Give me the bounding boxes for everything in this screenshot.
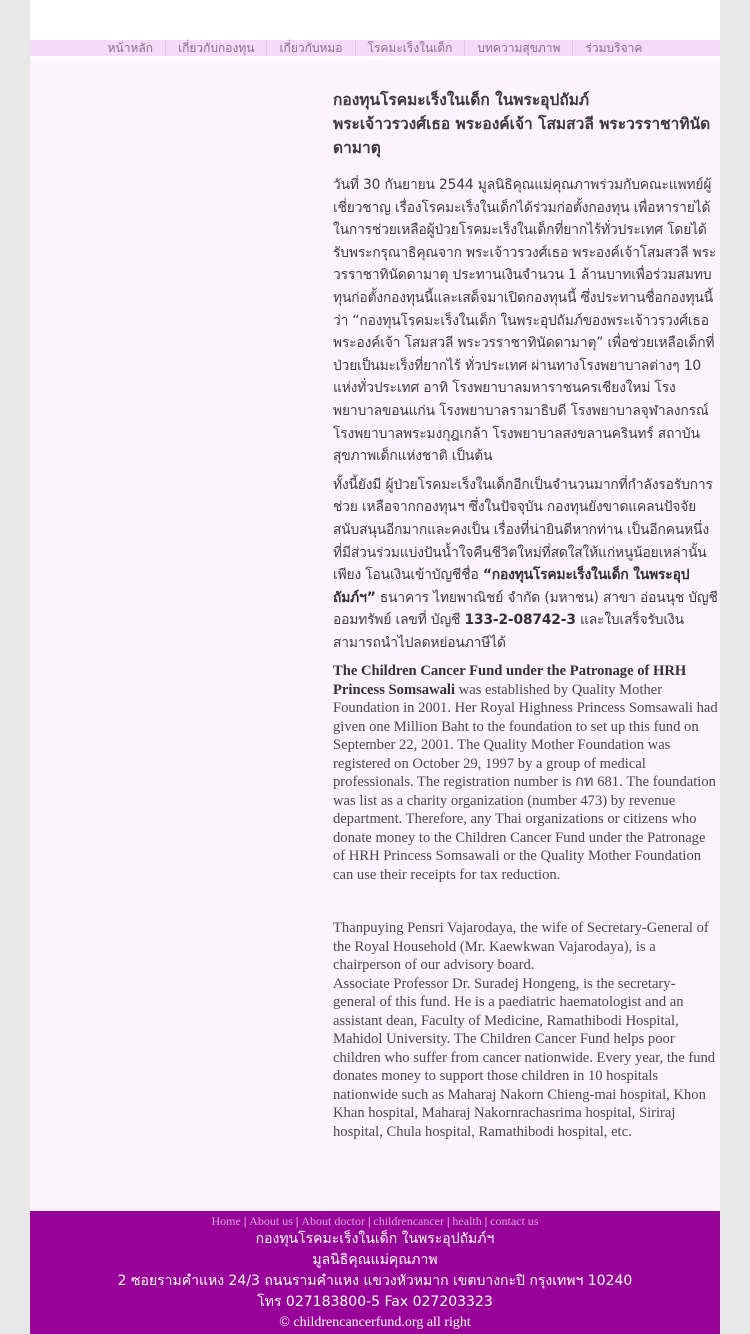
footer-separator: | (484, 1214, 488, 1228)
footer-separator: | (447, 1214, 450, 1228)
footer-fund-name: กองทุนโรคมะเร็งในเด็ก ในพระอุปถัมภ์ฯ (255, 1231, 495, 1247)
donation-text-b: ธนาคาร ไทยพาณิชย์ จำกัด (มหาชน) สาขา อ่อนนุช บัญชีออมทรัพย์ เลขที่ บัญชี (333, 589, 718, 629)
top-navigation (30, 40, 720, 56)
footer-foundation-name: มูลนิธิคุณแม่คุณภาพ (312, 1252, 438, 1268)
footer-link-about-doctor[interactable]: About doctor (301, 1214, 365, 1228)
footer-separator: | (243, 1214, 247, 1228)
donation-text-a: ทั้งนี้ยังมี ผู้ป่วยโรคมะเร็งในเด็กอีกเป็นจำนวนมากที่กำลังรอรับการช่วย เหลือจากกองทุนฯ ซึ่งในปัจจุบัน กองทุนยังขาดแคลนปัจจัยสนับสนุนอีกมากและคงเป็น เรื่องที่น่ายินดีหากท่าน เป็นอีกคนหนึ่ง ที่มีส่วนร่วมแบ่งปันน้ำใจคืนชีวิตใหม่ที่สดใสให้แก่หนูน้อยเหล่านั้น เพียง โอนเงินเข้าบัญชีชื่อ (333, 476, 713, 584)
footer-separator: | (295, 1214, 299, 1228)
english-paragraph-chairperson: Thanpuying Pensri Vajarodaya, the wife of Secretary-General of the Royal Household (Mr. Kaewkwan Vajarodaya), is a chairperson of our advisory board. (333, 920, 709, 974)
nav-item-about-fund[interactable]: เกี่ยวกับกองทุน (166, 40, 267, 56)
footer-separator: | (367, 1214, 371, 1228)
header-strip (30, 0, 720, 40)
nav-item-childhood-cancer[interactable]: โรคมะเร็งในเด็ก (356, 40, 466, 56)
footer-link-contact-us[interactable]: contact us (490, 1214, 539, 1228)
thai-paragraph-donation (333, 474, 718, 655)
footer-links (30, 1211, 720, 1229)
footer-link-about-us[interactable]: About us (249, 1214, 293, 1228)
footer-link-health[interactable]: health (452, 1214, 482, 1228)
english-paragraph-secretary: Associate Professor Dr. Suradej Hongeng, is the secretary-general of this fund. He is a paediatric haematologist and an assistant dean, Faculty of Medicine, Ramathibodi Hospital, Mahidol University. The Children Cancer Fund helps poor children who suffer from cancer nationwide. Every year, the fund donates money to support those children in 10 hospitals nationwide such as Maharaj Nakorn Chieng-mai hospital, Khon Khan hospital, Maharaj Nakornrachasrima hospital, Siriraj hospital, Chula hospital, Ramathibodi hospital, etc. (333, 975, 716, 1140)
account-number: 133-2-08742-3 (464, 612, 576, 629)
spacer (333, 884, 718, 911)
page-title (333, 88, 718, 160)
thai-paragraph-history: วันที่ 30 กันยายน 2544 มูลนิธิคุณแม่คุณภาพร่วมกับคณะแพทย์ผู้เชี่ยวชาญ เรื่องโรคมะเร็งในเด็กได้ร่วมก่อตั้งกองทุน เพื่อหารายได้ในการช่วยเหลือผู้ป่วยโรคมะเร็งในเด็กที่ยากไร้ทั่วประเทศ โดยได้รับพระกรุณาธิคุณจาก พระเจ้าวรวงศ์เธอ พระองค์เจ้าโสมสวลี พระวรราชาทินัดดามาตุ ประทานเงินจำนวน 1 ล้านบาทเพื่อร่วมสมทบทุนก่อตั้งกองทุนนี้และเสด็จมาเปิดกองทุนนี้ ซึ่งประทานชื่อกองทุนนี้ว่า “กองทุนโรคมะเร็งในเด็ก ในพระอุปถัมภ์ของพระเจ้าวรวงศ์เธอ พระองค์เจ้า โสมสวลี พระวรราชาทินัดดามาตุ” เพื่อช่วยเหลือเด็กที่ป่วยเป็นมะเร็งที่ยากไร้ ทั่วประเทศ ผ่านทางโรงพยาบาลต่างๆ 10 แห่งทั่วประเทศ อาทิ โรงพยาบาลมหาราชนครเชียงใหม่ โรงพยาบาลขอนแก่น โรงพยาบาลรามาธิบดี โรงพยาบาลจุฬาลงกรณ์ โรงพยาบาลพระมงกุฎเกล้า โรงพยาบาลสงขลานครินทร์ สถาบันสุขภาพเด็กแห่งชาติ เป็นต้น (333, 177, 717, 465)
footer-address: 2 ซอยรามคำแหง 24/3 ถนนรามคำแหง แขวงหัวหมาก เขตบางกะปิ กรุงเทพฯ 10240 (117, 1273, 633, 1289)
footer-copyright: © childrencancerfund.org all right (279, 1315, 471, 1330)
fund-name-english: The Children Cancer Fund under the Patronage of HRH Princess Somsawali (333, 663, 687, 698)
footer (30, 1211, 720, 1334)
title-line-2: พระเจ้าวรวงศ์เธอ พระองค์เจ้า โสมสวลี พระวรราชาทินัดดามาตุ (333, 115, 711, 157)
nav-item-donate[interactable]: ร่วมบริจาค (585, 41, 643, 55)
footer-link-childrencancer[interactable]: childrencancer (373, 1214, 445, 1228)
fund-description-english: was established by Quality Mother Foundation in 2001. Her Royal Highness Princess Somsawali had given one Million Baht to the foundation to set up this fund on September 22, 2001. The Quality Mother Foundation was registered on October 29, 1997 by a group of medical professionals. The registration number is กท 681. The foundation was list as a charity organization (number 473) by revenue department. Therefore, any Thai organizations or citizens who donate money to the Children Cancer Fund under the Patronage of HRH Princess Somsawali or the Quality Mother Foundation can use their receipts for tax reduction. (333, 681, 718, 883)
title-line-1: กองทุนโรคมะเร็งในเด็ก ในพระอุปถัมภ์ (333, 91, 590, 109)
article (333, 88, 718, 1141)
nav-item-about-doctor[interactable]: เกี่ยวกับหมอ (267, 40, 355, 56)
nav-item-home[interactable]: หน้าหลัก (96, 40, 166, 56)
english-paragraph-fund (333, 662, 718, 884)
footer-link-home[interactable]: Home (211, 1214, 241, 1228)
donation-text-c: และใบเสร็จรับเงินสามารถนำไปลดหย่อนภาษีได้ (333, 612, 684, 651)
nav-item-health-articles[interactable]: บทความสุขภาพ (465, 40, 573, 56)
account-name: “กองทุนโรคมะเร็งในเด็ก ในพระอุปถัมภ์ฯ” (333, 567, 690, 606)
footer-phone-fax: โทร 027183800-5 Fax 027203323 (257, 1294, 493, 1310)
